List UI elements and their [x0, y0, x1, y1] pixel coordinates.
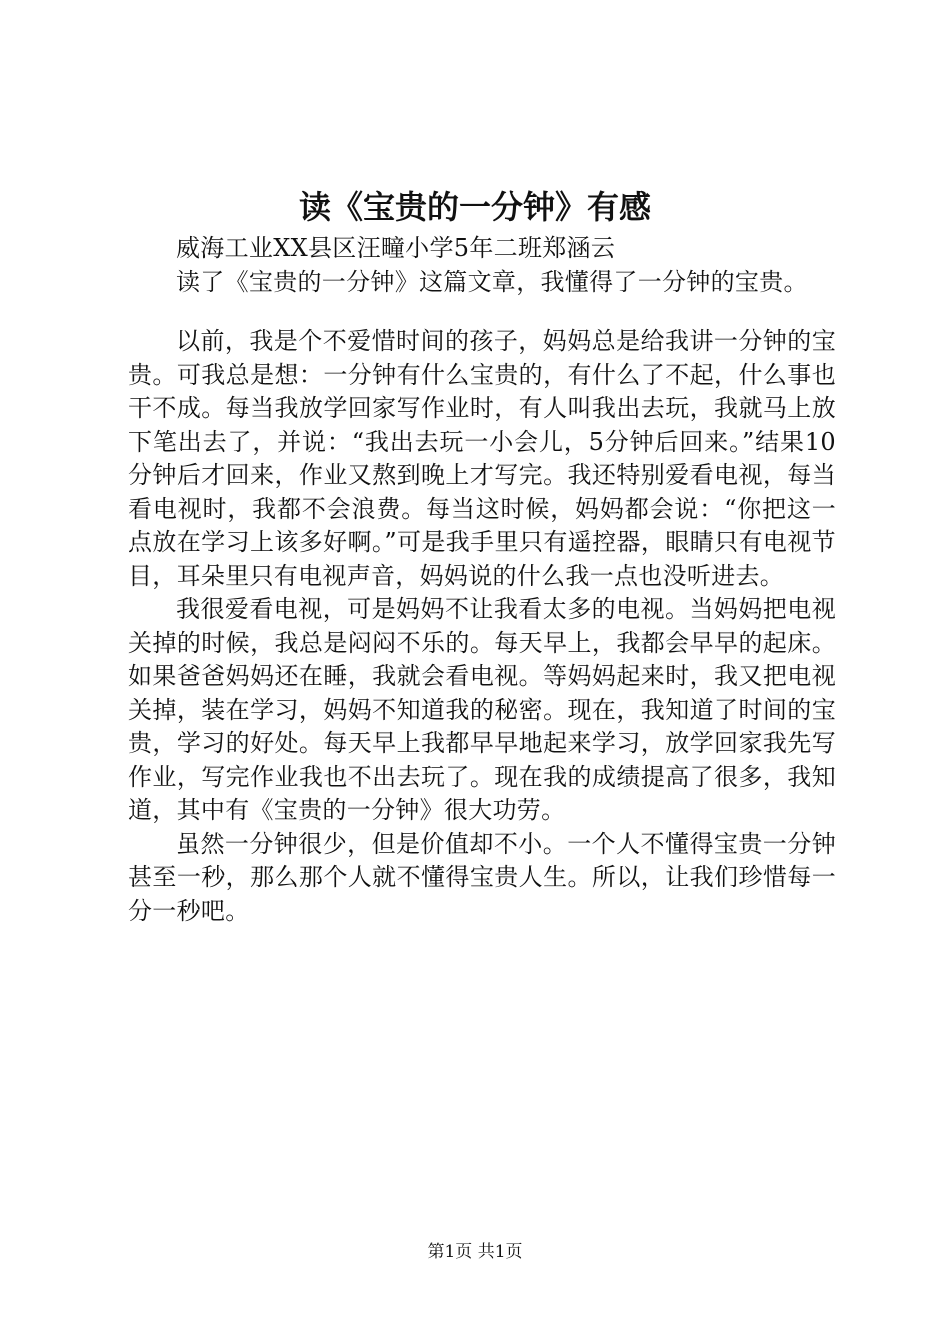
body-paragraph-1: 以前，我是个不爱惜时间的孩子，妈妈总是给我讲一分钟的宝贵。可我总是想：一分钟有什么宝贵的，有什么了不起，什么事也干不成。每当我放学回家写作业时，有人叫我出去玩，我就马上放下笔出去了，并说：“我出去玩一小会儿，5分钟后回来。”结果10分钟后才回来，作业又熬到晚上才写完。我还特别爱看电视，每当看电视时，我都不会浪费。每当这时候，妈妈都会说：“你把这一点放在学习上该多好啊。”可是我手里只有遥控器，眼睛只有电视节目，耳朵里只有电视声音，妈妈说的什么我一点也没听进去。 — [128, 327, 836, 590]
author-byline: 威海工业XX县区汪疃小学5年二班郑涵云 — [176, 234, 616, 262]
intro-paragraph: 读了《宝贵的一分钟》这篇文章，我懂得了一分钟的宝贵。 — [176, 267, 808, 296]
document-title: 读《宝贵的一分钟》有感 — [298, 188, 651, 226]
body-paragraph-3: 虽然一分钟很少，但是价值却不小。一个人不懂得宝贵一分钟甚至一秒，那么那个人就不懂得宝贵人生。所以，让我们珍惜每一分一秒吧。 — [128, 829, 836, 925]
body-paragraph-2: 我很爱看电视，可是妈妈不让我看太多的电视。当妈妈把电视关掉的时候，我总是闷闷不乐的。每天早上，我都会早早的起床。如果爸爸妈妈还在睡，我就会看电视。等妈妈起来时，我又把电视关掉，装在学习，妈妈不知道我的秘密。现在，我知道了时间的宝贵，学习的好处。每天早上我都早早地起来学习，放学回家我先写作业，写完作业我也不出去玩了。现在我的成绩提高了很多，我知道，其中有《宝贵的一分钟》很大功劳。 — [128, 595, 836, 824]
document-body — [128, 232, 836, 928]
page-footer: 第1页 共1页 — [427, 1242, 523, 1262]
